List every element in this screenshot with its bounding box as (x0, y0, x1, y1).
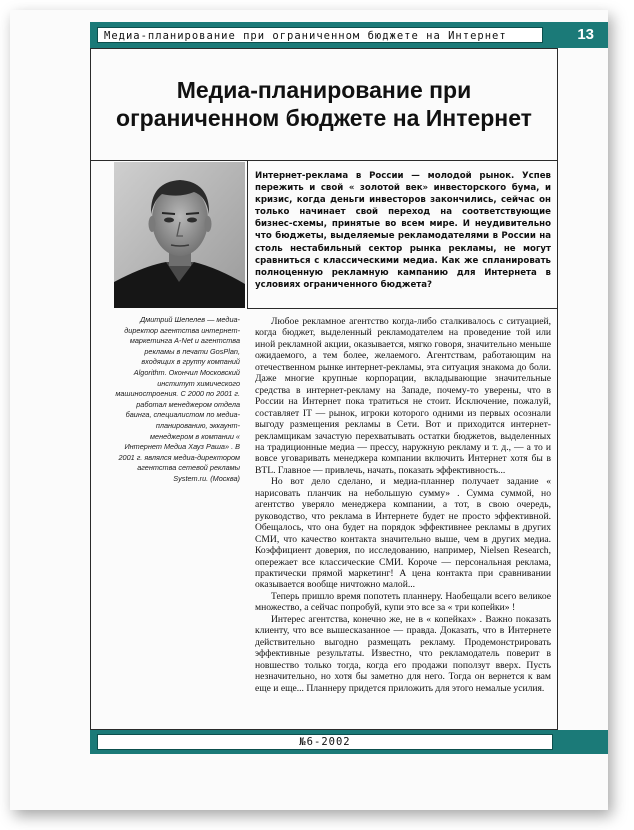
article-title-line2: ограниченном бюджете на Интернет (116, 105, 532, 131)
article-title (116, 76, 532, 132)
title-box (90, 48, 558, 161)
photo-divider (247, 161, 248, 309)
article-lead: Интернет-реклама в России — молодой рынок. Успев пережить и свой « золотой век» инвесторского бума, и кризис, когда деньги инвесторов закончились, сейчас он только начинает свой переход на соответствующие бизнес-схемы, принятые во всем мире. И неудивительно что бюджеты, выделяемые рекламодателями в России на столь нестабильный сектор рынка рекламы, не могут сравниться с классическими медиа. Как же спланировать полноценную рекламную кампанию для Интернета в условиях ограниченного бюджета? (255, 171, 551, 290)
magazine-page (10, 10, 608, 810)
footer-bar (90, 730, 608, 754)
page-number: 13 (577, 26, 594, 43)
body-paragraph: Интерес агентства, конечно же, не в « копейках» . Важно показать клиенту, что все вышесказанное — правда. Доказать, что в Интернете действительно выгодно размещать рекламу. Продемонстрировать эффективные результаты. Известно, что рекламодатель поверит в новшество только тогда, когда его продажи поползут вверх. Пусть незначительно, но хотя бы заметно для него. Тогда он вернется к вам еще и еще... Планнеру придется приложить для этого немалые усилия. (255, 613, 551, 694)
issue-number: №6-2002 (97, 734, 553, 750)
lead-divider (247, 308, 558, 309)
author-photo (114, 162, 245, 308)
body-paragraph: Но вот дело сделано, и медиа-планнер получает задание « нарисовать планчик на небольшую сумму» . Сумма суммой, но агентство уверяло менеджера компании, а тот, в свою очередь, руководство, что реклама в Интернете будет не просто эффективной. Обещалось, что она будет на порядок эффективнее рекламы в других СМИ, что качество контакта значительно выше, чем в других медиа. Коэффициент доверия, по исследованию, например, Nielsen Research, опережает все классические СМИ. Короче — персональная реклама, практически прямой маркетинг! А цена контакта при сравнивании оказывается вообще ничтожно малой... (255, 476, 551, 591)
body-paragraph: Теперь пришло время попотеть планнеру. Наобещали всего великое множество, а сейчас попробуй, купи это все за « три копейки» ! (255, 590, 551, 614)
running-title: Медиа-планирование при ограниченном бюджете на Интернет (97, 27, 543, 43)
header-bar (90, 22, 608, 48)
article-title-line1: Медиа-планирование при (176, 77, 472, 103)
article-body (255, 316, 551, 694)
author-caption: Дмитрий Шепелев — медиа-директор агентства интернет-маркетинга A-Net и агентства рекламы в печати GosPlan, входящих в группу компаний Algorithm. Окончил Московский институт химического машиностроения. С 2000 по 2001 г. работал менеджером отдела баинга, специалистом по медиа-планированию, эккаунт-менеджером в компании « Интернет Медиа Хауз Раша» . В 2001 г. являлся медиа-директором агентства сетевой рекламы System.ru. (Москва) (115, 315, 240, 483)
body-paragraph: Любое рекламное агентство когда-либо сталкивалось с ситуацией, когда бюджет, выделенный рекламодателем на проведение той или иной рекламной акции, оказывается, мягко говоря, значительно меньше ожидаемого, а тем более, желаемого. Агентствам, работающим на отечественном рынке интернет-рекламы, эта ситуация знакома до боли. Даже многие крупные корпорации, вкладывающие значительные средства в интернет-рекламу на Западе, почему-то уверены, что в России на Интернет пока тратиться не стоит. Исключение, пожалуй, составляет IT — рынок, игроки которого одними из первых осознали выгоду размещения рекламы в Сети. Вот и приходится интернет-рекламщикам зачастую перехватывать остатки бюджетов, выделенных на традиционные медиа — прессу, наружную рекламу и т. д., — а то и вовсе уговаривать менеджера компании включить Интернет хотя бы в BTL. Главное — привлечь, начать, показать эффективность... (255, 316, 551, 476)
